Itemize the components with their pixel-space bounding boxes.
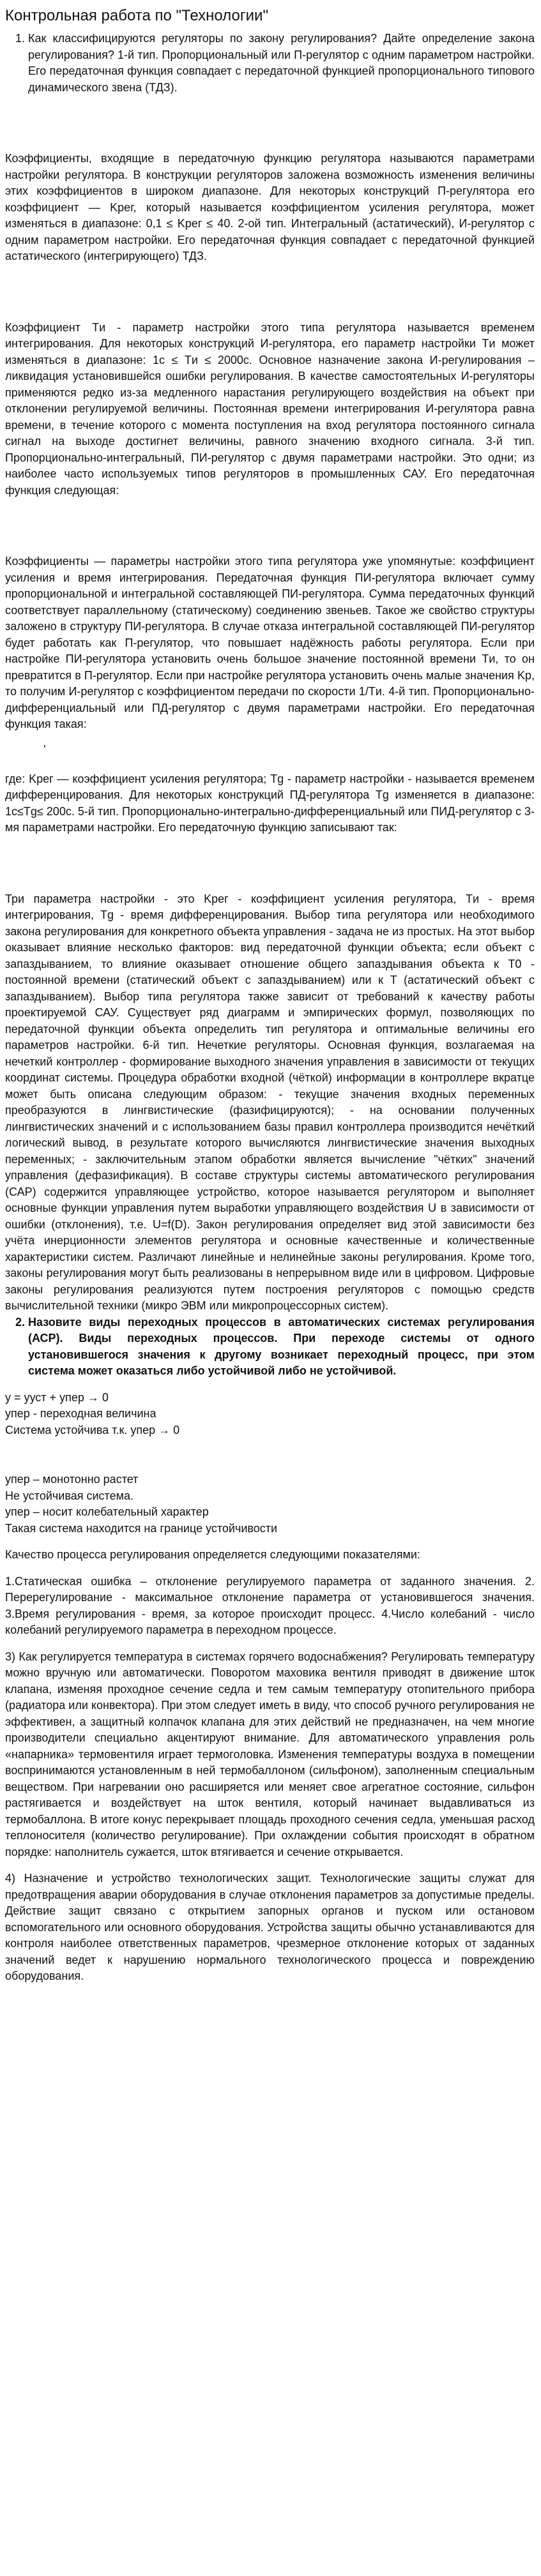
paragraph-p-regulator: Коэффициенты, входящие в передаточную функцию регулятора называются параметрами настройки регулятора. В конструкции регуляторов заложена возможность изменения величины этих коэффициентов в широком диапазоне. Для некоторых конструкций П-регулятора его коэффициент — Kрег, который называется коэффициентом усиления регулятора, может изменяться в диапазоне: 0,1 ≤ Kрег ≤ 40. 2-ой тип. Интегральный (астатический), И-регулятор с одним параметром настройки. Его передаточная функция совпадает с передаточной функцией астатического (интегрирующего) ТДЗ. (5, 152, 535, 262)
paragraph-technological-protection: 4) Назначение и устройство технологических защит. Технологические защиты служат для предотвращения аварии оборудования в случае отклонения параметров за допустимые пределы. Действие защит связано с открытием запорных органов и пуском или остановом вспомогательного или основного оборудования. Устройства защиты обычно устанавливаются для контроля наиболее ответственных параметров, чрезмерное отклонение которых от заданных значений ведет к нарушению нормального технологического процесса и повреждению оборудования. (5, 1872, 535, 1982)
spacer (5, 1563, 535, 1574)
paragraph-pd-regulator: где: Kрег — коэффициент усиления регулятора; Tg - параметр настройки - называется временем дифференцирования. Для некоторых конструкций ПД-регулятора Tg изменяется в диапазоне: 1с≤Tg≤ 200с. 5-й тип. Пропорционально-интегрально-дифференциальный или ПИД-регулятор с 3-мя параметрами настройки. Его передаточную функцию записывают так: (5, 772, 535, 834)
paragraph-temperature-control: 3) Как регулируется температура в системах горячего водоснабжения? Регулировать температуру можно вручную или автоматически. Поворотом маховика вентиля приводят в движение шток клапана, изменяя проходное сечение седла и тем самым температуру отопительного прибора (радиатора или конвектора). При этом следует иметь в виду, что способ ручного регулирования не эффективен, а защитный колпачок клапана для этих действий не предназначен, на чем многие производители специально акцентируют внимание. Для автоматического управления роль «напарника» термовентиля играет термоголовка. Изменения температуры воздуха в помещении воспринимаются установленным в ней термобаллоном (сильфоном), заполненным специальным веществом. При нагревании оно расширяется или меняет свое агрегатное состояние, сильфон растягивается и воздействует на шток вентиля, который начинает выдавливаться из термобаллона. В итоге конус перекрывает площадь проходного сечения седла, уменьшая расход теплоносителя (количество регулирование). При охлаждении события происходят в обратном порядке: наполнитель сужается, шток втягивается и сечение открывается. (5, 1650, 535, 1858)
formula-space (5, 499, 535, 554)
spacer (5, 1380, 535, 1390)
question-list-2 (5, 1314, 535, 1380)
formula-space (5, 265, 535, 320)
formula-space (5, 96, 535, 151)
unstable-system-line: Не устойчивая система. (5, 1489, 133, 1502)
paragraph-pi-regulator: Коэффициенты — параметры настройки этого типа регулятора уже упомянутые: коэффициент усиления и время интегрирования. Передаточная функция ПИ-регулятора включает сумму пропорциональной и интегральной составляющей ПИ-регулятора. Сумма передаточных функций соответствует параллельному (статическому) соединению звеньев. Такое же свойство структуры заложено в структуру ПИ-регулятора. В случае отказа интегральной составляющей ПИ-регулятор будет работать как П-регулятор, что повышает надёжность работы регулятора. Если при настройке ПИ-регулятора установить очень большое значение постоянной времени Tи, то он превратится в П-регулятор. Если при настройке регулятора установить очень малые значения Kр, то получим И-регулятор с коэффициентом передачи по скорости 1/Tи. 4-й тип. Пропорционально-дифференциальный или ПД-регулятор с двумя параметрами настройки. Его передаточная функция такая: (5, 555, 535, 730)
spacer (5, 1537, 535, 1547)
transient-value-line: yпер - переходная величина (5, 1407, 156, 1420)
graph-space (5, 1438, 535, 1472)
quality-indicators-line: Качество процесса регулирования определяется следующими показателями: (5, 1548, 420, 1561)
monotonic-growth-line: yпер – монотонно растет (5, 1473, 139, 1486)
spacer (5, 1860, 535, 1871)
question-2: 2. Назовите виды переходных процессов в автоматических системах регулирования (АСР). Виды переходных процессов. При переходе системы от одного установившегося значения к другому возникает переходный процесс, при этом система может оказаться либо устойчивой либо не устойчивой. (28, 1314, 535, 1380)
spacer (5, 1639, 535, 1649)
stray-mark: ' (43, 742, 46, 756)
stable-system-line: Система устойчива т.к. yпер → 0 (5, 1423, 180, 1436)
paragraph-i-regulator: Коэффициент Tи - параметр настройки этого типа регулятора называется временем интегрирования. Для некоторых конструкций И-регулятора, его параметр настройки Tи может изменяться в диапазоне: 1с ≤ Tи ≤ 2000с. Основное назначение закона И-регулирования – ликвидация установившейся ошибки регулирования. В качестве самостоятельных И-регуляторы применяются редко из-за медленного нарастания регулирующего воздействия на объект при отклонении регулируемой величины. Постоянная времени интегрирования И-регулятора равна времени, в течение которого с момента поступления на вход регулятора постоянного сигнала сигнал на выходе достигнет величины, равного значению входного сигнала. 3-й тип. Пропорционально-интегральный, ПИ-регулятор с двумя параметрами настройки. Это одни; из наиболее часто используемых типов регуляторов в промышленных САУ. Его передаточная функция следующая: (5, 320, 535, 497)
paragraph-quality-indicators: 1.Статическая ошибка – отклонение регулируемого параметра от заданного значения. 2. Перерегулирование - максимальное отклонение параметра от установившегося значения. 3.Время регулирования - время, за которое происходит процесс. 4.Число колебаний - число колебаний регулируемого параметра в переходном процессе. (5, 1574, 535, 1636)
formula-space (5, 836, 535, 891)
stability-boundary-line: Такая система находится на границе устойчивости (5, 1521, 278, 1535)
question-1: 1. Как классифицируются регуляторы по закону регулирования? Дайте определение закона регулирования? 1-й тип. Пропорциональный или П-регулятор с одним параметром настройки. Его передаточная функция совпадает с передаточной функцией пропорционального типового динамического звена (ТДЗ). (28, 31, 535, 96)
paragraph-pid-regulator: Три параметра настройки - это Kрег - коэффициент усиления регулятора, Tи - время интегрирования, Tg - время дифференцирования. Выбор типа регулятора или необходимого закона регулирования для конкретного объекта управления - задача не из простых. На этот выбор оказывает влияние несколько факторов: вид передаточной функции объекта; если объект с запаздыванием, то влияние оказывает отношение общего запаздывания объекта к T0 - постоянной времени (статический объект с запаздыванием) или к T (астатический объект с запаздыванием). Выбор типа регулятора также зависит от требований к качеству работы проектируемой САУ. Существует ряд диаграмм и эмпирических формул, позволяющих по передаточной функции объекта определить тип регулятора и оптимальные величины его параметров настройки. 6-й тип. Нечеткие регуляторы. Основная функция, возлагаемая на нечеткий контроллер - формирование выходного значения управления в зависимости от текущих координат системы. Процедура обработки входной (чёткой) информации в контроллере вкратце может быть описана следующим образом: - текущие значения входных переменных преобразуются в лингвистические (фазифицируются); - на основании полученных лингвистических значений и с использованием базы правил контроллера производится нечёткий логический вывод, в результате которого вычисляются лингвистические значения выходных переменных; - заключительным этапом обработки является вычисление "чётких" значений управления (дефазификация). В составе структуры системы автоматического регулирования (САР) содержится управляющее устройство, которое называется регулятором и выполняет основные функции управления путем выработки управляющего воздействия U в зависимости от ошибки (отклонения), т.е. U=f(D). Закон регулирования определяет вид этой зависимости без учёта инерционности элементов регулятора и основные качественные и количественные характеристики систем. Различают линейные и нелинейные законы регулирования. Кроме того, законы регулирования могут быть реализованы в непрерывном виде или в цифровом. Цифровые законы регулирования реализуются путем построения регуляторов с помощью средств вычислительной техники (микро ЭВМ или микропроцессорных систем). (5, 892, 535, 1312)
oscillating-line: yпер – носит колебательный характер (5, 1505, 209, 1518)
equation-line: y = yуст + yпер → 0 (5, 1390, 109, 1404)
question-list-1 (5, 31, 535, 96)
document-title: Контрольная работа по "Технологии" (5, 7, 268, 24)
